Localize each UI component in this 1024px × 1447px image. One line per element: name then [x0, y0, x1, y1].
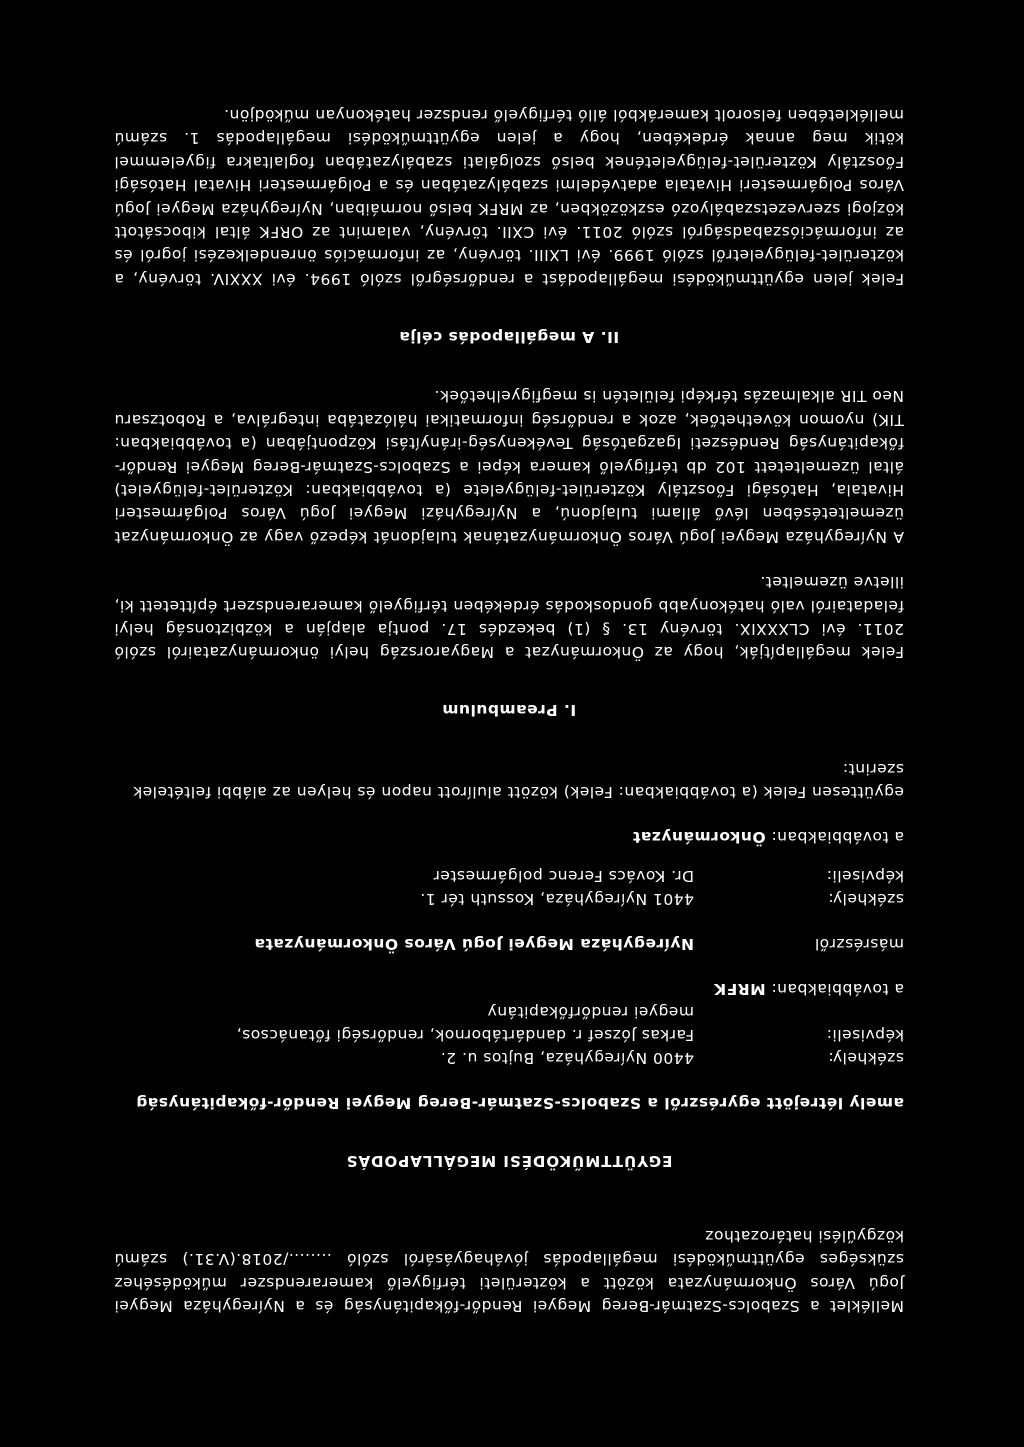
party1-seat-row [114, 1046, 904, 1069]
section2-heading: II. A megállapodás célja [398, 327, 620, 346]
other-side-name: Nyíregyháza Megyei Jogú Város Önkormányzata [254, 935, 694, 954]
party1-rep-label: képviseli: [826, 1026, 904, 1045]
party-intro: amely létrejött egyrészről a Szabolcs-Szatmár-Bereg Megyei Rendőr-főkapitányság [135, 1094, 904, 1113]
document-title: EGYÜTTMŰKÖDÉSI MEGÁLLAPODÁS [345, 1152, 673, 1171]
section1-paragraph2: A Nyíregyháza Megyei Jogú Város Önkormányzatának tulajdonát képező vagy az Önkormányzat üzemeltetésében lévő állami tulajdonú, a Nyíregyházi Megyei Jogú Város Polgármesteri Hivatala, Hatósági Főosztály Közterület-felügyelete (a továbbiakban: Közterület-felügyelet) által üzemeltetett 102 db térfigyelő kamera képei a Szabolcs-Szatmár-Bereg Megyei Rendőr-főkapitányság Rendészeti Igazgatóság Tevékenység-irányítási Központjában (a továbbiakban: TIK) nyomon követhetőek, azok a rendőrség informatikai hálózatába integrálva, a Robotzsaru Neo TIR alkalmazás térképi felületén is megfigyelhetőek. [114, 387, 904, 546]
party1-rep-line2: megyei rendőrfőkapitány [487, 1003, 694, 1022]
party2-short-prefix: a továbbiakban: [765, 828, 904, 847]
party1-short-name: MRFK [713, 980, 766, 999]
party1-seat-value: 4400 Nyíregyháza, Bujtos u. 2. [440, 1049, 694, 1068]
party2-rep-value: Dr. Kovács Ferenc polgármester [432, 867, 694, 886]
party2-seat-value: 4401 Nyíregyháza, Kossuth tér 1. [419, 890, 694, 909]
other-side-row [114, 932, 904, 955]
party2-short-name: Önkormányzat [632, 828, 766, 847]
party2-rep-row [114, 864, 904, 887]
party1-short [114, 977, 904, 1000]
party1-rep-value [114, 1000, 694, 1046]
party2-rep-label: képviseli: [826, 867, 904, 886]
party1-seat-label: székhely: [827, 1049, 904, 1068]
party1-rep-line1: Farkas József r. dandártábornok, rendőrségi főtanácsos, [236, 1026, 694, 1045]
section1-heading: I. Preambulum [441, 701, 577, 720]
party1-rep-row [114, 1000, 904, 1046]
document-body [114, 103, 904, 1317]
section1-paragraph1: Felek megállapítják, hogy az Önkormányzat a Magyarország helyi önkormányzatairól szóló 2011. évi CLXXXIX. törvény 13. § (1) bekezdés 17. pontja alapján a közbiztonság helyi feladatairól való hatékonyabb gondoskodás érdekében térfigyelő kamerarendszert építtetett ki, illetve üzemeltet. [114, 573, 904, 662]
other-side-label: másrészről [814, 935, 904, 954]
party2-short [114, 825, 904, 848]
section2-paragraph1: Felek jelen együttműködési megállapodást a rendőrségről szóló 1994. évi XXXIV. törvény, a közterület-felügyeletről szóló 1999. évi LXIII. törvény, az információs önrendelkezési jogról és az információszabadságról szóló 2011. évi CXII. törvény, valamint az ORFK által kibocsátott közjogi szervezetszabályozó eszközökben, az MRFK belső normáiban, Nyíregyháza Megyei Jogú Város Polgármesteri Hivatala adatvédelmi szabályzatában és a Polgármesteri Hivatal Hatósági Főosztály Közterület-felügyeletének belső szolgálati szabályzatában foglaltakra figyelemmel kötik meg annak érdekében, hogy a jelen együttműködési megállapodás 1. számú mellékletében felsorolt kamerákból álló térfigyelő rendszer hatékonyan működjön. [114, 106, 904, 288]
party2-seat-row [114, 887, 904, 910]
intro-paragraph: Melléklet a Szabolcs-Szatmár-Bereg Megyei Rendőr-főkapitányság és a Nyíregyháza Megyei Jogú Város Önkormányzata között a közterületi térfigyelő kamerarendszer működéséhez szükséges együttműködési megállapodás jóváhagyásáról szóló ......../2018.(V.31.) számú közgyűlési határozathoz [114, 1226, 904, 1315]
party2-seat-label: székhely: [827, 890, 904, 909]
party1-short-prefix: a továbbiakban: [765, 980, 904, 999]
together-clause: együttesen Felek (a továbbiakban: Felek) között alulírott napon és helyen az alábbi feltételek szerint: [132, 760, 904, 802]
